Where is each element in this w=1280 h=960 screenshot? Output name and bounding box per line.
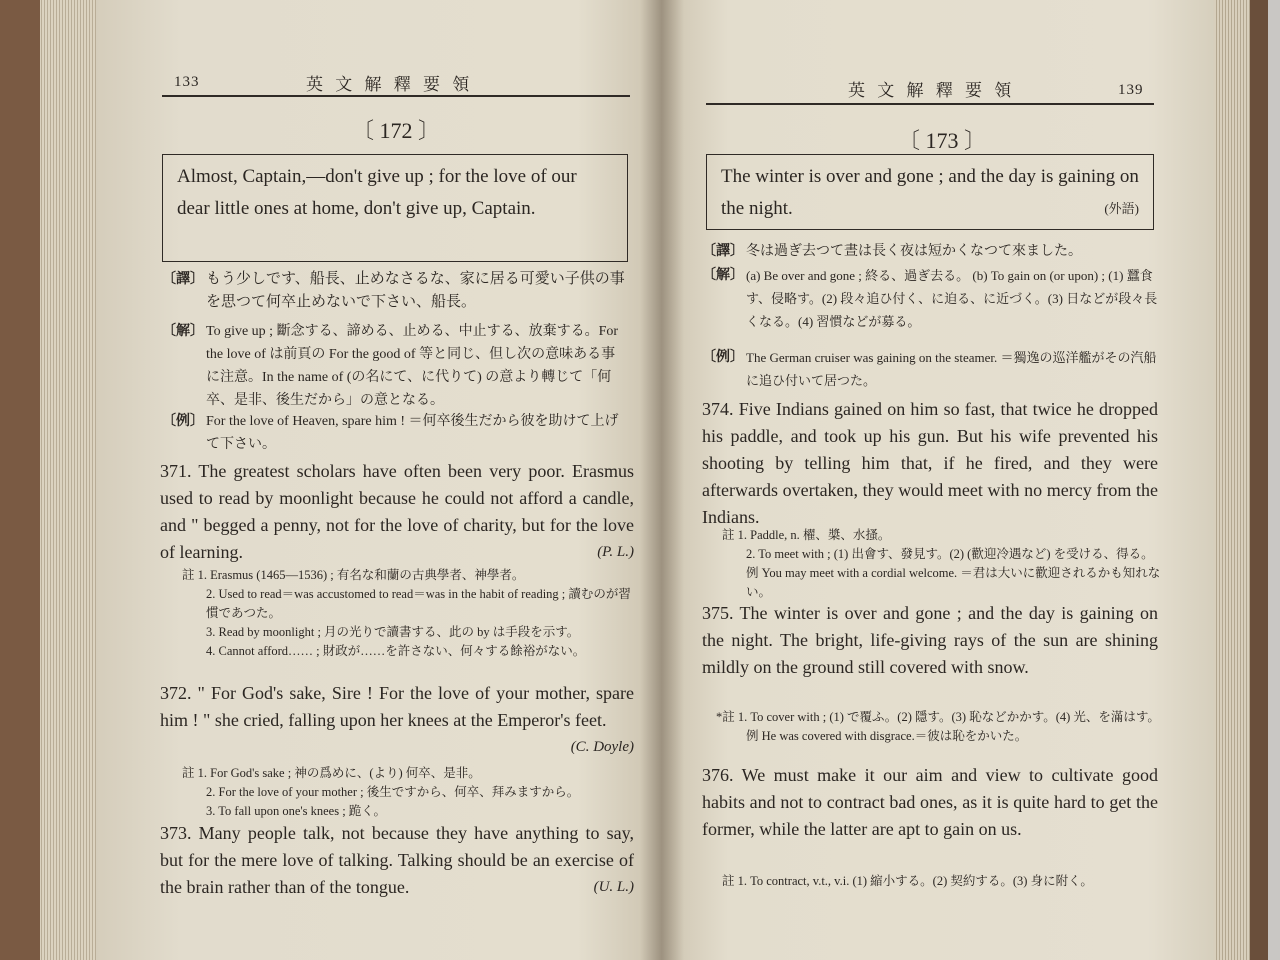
note-375-2: 例 He was covered with disgrace.＝彼は恥をかいた。 — [746, 729, 1028, 743]
right-quote-box — [706, 154, 1154, 230]
right-yaku-text: 冬は過ぎ去つて晝は長く夜は短かくなつて來ました。 — [746, 244, 1082, 259]
note-371-3: 3. Read by moonlight ; 月の光りで讀書する、此の by は手段を示す。 — [206, 625, 580, 639]
paragraph-372-text: 372. " For God's sake, Sire ! For the love of your mother, spare him ! " she cried, falling upon her knees at the Emperor's feet. — [160, 683, 634, 730]
note-375-1: *註 1. To cover with ; (1) で覆ふ。(2) 隱す。(3) 恥などかかす。(4) 光、を滿はす。 — [716, 710, 1160, 724]
right-rei-label: 〔例〕 — [702, 350, 744, 365]
right-kai-text: (a) Be over and gone ; 終る、過ぎ去る。 (b) To gain on (or upon) ; (1) 蠶食す、侵略す。(2) 段々追ひ付く、に迫る、に近づく。(3) 日などが段々長くなる。(4) 習慣などが募る。 — [746, 268, 1158, 329]
notes-376 — [722, 872, 1162, 891]
kai-label: 〔解〕 — [162, 324, 204, 339]
note-372-2: 2. For the love of your mother ; 後生ですから、何卒、拜みますから。 — [206, 785, 580, 799]
note-372-1: 註 1. For God's sake ; 神の爲めに、(より) 何卒、是非。 — [182, 766, 481, 780]
paragraph-375: 375. The winter is over and gone ; and the day is gaining on the night. The bright, life-giving rays of the sun are shining mildly on the ground still covered with snow. — [702, 603, 1158, 677]
left-page — [96, 0, 662, 960]
right-kai-block — [702, 264, 1158, 333]
rei-text: For the love of Heaven, spare him ! ＝何卒後生だから彼を助けて上げて下さい。 — [206, 414, 619, 452]
right-header-rule — [706, 103, 1154, 105]
note-371-2: 2. Used to read＝was accustomed to read＝was in the habit of reading ; 讀むのが習慣であつた。 — [206, 587, 631, 620]
rei-label: 〔例〕 — [162, 414, 204, 429]
kai-text: To give up ; 斷念する、諦める、止める、中止する、放棄する。For the love of は前頁の For the good of 等と同じ、但し次の意味ある事に注意。In the name of (の名にて、に代りて) の意より轉じて「何卒、是非、後生だから」の意となる。 — [206, 324, 619, 408]
right-quote-text: The winter is over and gone ; and the day is gaining on the night. — [721, 166, 1139, 219]
note-371-1: 註 1. Erasmus (1465—1536) ; 有名な和蘭の古典學者、神學者。 — [182, 568, 525, 582]
left-page-number: 133 — [174, 74, 200, 90]
left-quote-box: Almost, Captain,—don't give up ; for the love of our dear little ones at home, don't give up, Captain. — [162, 154, 628, 262]
notes-375 — [716, 708, 1162, 746]
left-running-title: 英 文 解 釋 要 領 — [306, 75, 474, 94]
left-page-edges — [0, 0, 96, 960]
notes-371 — [182, 566, 632, 661]
paragraph-376: 376. We must make it our aim and view to cultivate good habits and not to contract bad ones, as it is quite hard to get the former, while the latter are apt to gain on us. — [702, 765, 1158, 839]
right-page-number: 139 — [1118, 82, 1144, 98]
paragraph-373-source: (U. L.) — [593, 879, 634, 895]
left-kai-block — [162, 320, 628, 412]
right-quote-source: (外語) — [1104, 201, 1139, 216]
paragraph-373-text: 373. Many people talk, not because they have anything to say, but for the mere love of talking. Talking should be an exercise of the brain rather than of the tongue. — [160, 823, 634, 897]
left-header-rule — [162, 95, 630, 97]
right-page — [662, 0, 1214, 960]
paragraph-372-source: (C. Doyle) — [570, 739, 634, 755]
yaku-label: 〔譯〕 — [162, 272, 204, 287]
right-section-number: 〔 173 〕 — [898, 128, 987, 153]
right-rei-text: The German cruiser was gaining on the steamer. ＝獨逸の巡洋艦がその汽船に追ひ付いて居つた。 — [746, 350, 1157, 388]
paragraph-371-text: 371. The greatest scholars have often been very poor. Erasmus used to read by moonlight because he could not afford a candle, and " begged a penny, not for the love of charity, but for the love of learning. — [160, 461, 634, 562]
right-kai-label: 〔解〕 — [702, 268, 744, 283]
note-372-3: 3. To fall upon one's knees ; 跪く。 — [206, 804, 387, 818]
note-376-1: 註 1. To contract, v.t., v.i. (1) 縮小する。(2) 契約する。(3) 身に附く。 — [722, 874, 1093, 888]
paragraph-371 — [160, 458, 634, 566]
notes-372 — [182, 764, 632, 821]
right-running-title: 英 文 解 釋 要 領 — [848, 81, 1016, 100]
left-section-number: 〔 172 〕 — [352, 118, 441, 143]
right-page-edges — [1214, 0, 1250, 960]
left-rei-block — [162, 410, 628, 456]
note-374-2: 2. To meet with ; (1) 出會す、發見す。(2) (歡迎冷遇など) を受ける、得る。 — [746, 547, 1154, 561]
paragraph-372 — [160, 680, 634, 761]
paragraph-374: 374. Five Indians gained on him so fast, that twice he dropped his paddle, and took up his gun. But his wife prevented his shooting by telling him that, if he fired, and they were afterwards overtaken, they would meet with no mercy from the Indians. — [702, 399, 1158, 527]
yaku-text: もう少しです、船長、止めなさるな、家に居る可愛い子供の事を思つて何卒止めないで下さい、船長。 — [206, 271, 625, 310]
book-gutter — [640, 0, 684, 960]
paragraph-371-source: (P. L.) — [597, 544, 634, 560]
notes-374 — [722, 526, 1162, 602]
note-374-3: 例 You may meet with a cordial welcome. ＝君は大いに歡迎されるかも知れない。 — [746, 566, 1161, 599]
note-374-1: 註 1. Paddle, n. 櫂、槳、水搔。 — [722, 528, 891, 542]
paragraph-373 — [160, 820, 634, 901]
right-yaku-block — [702, 240, 1158, 263]
note-371-4: 4. Cannot afford…… ; 財政が……を許さない、何々する餘裕がない。 — [206, 644, 586, 658]
right-rei-block — [702, 346, 1158, 392]
left-yaku-block — [162, 268, 628, 314]
right-yaku-label: 〔譯〕 — [702, 244, 744, 259]
